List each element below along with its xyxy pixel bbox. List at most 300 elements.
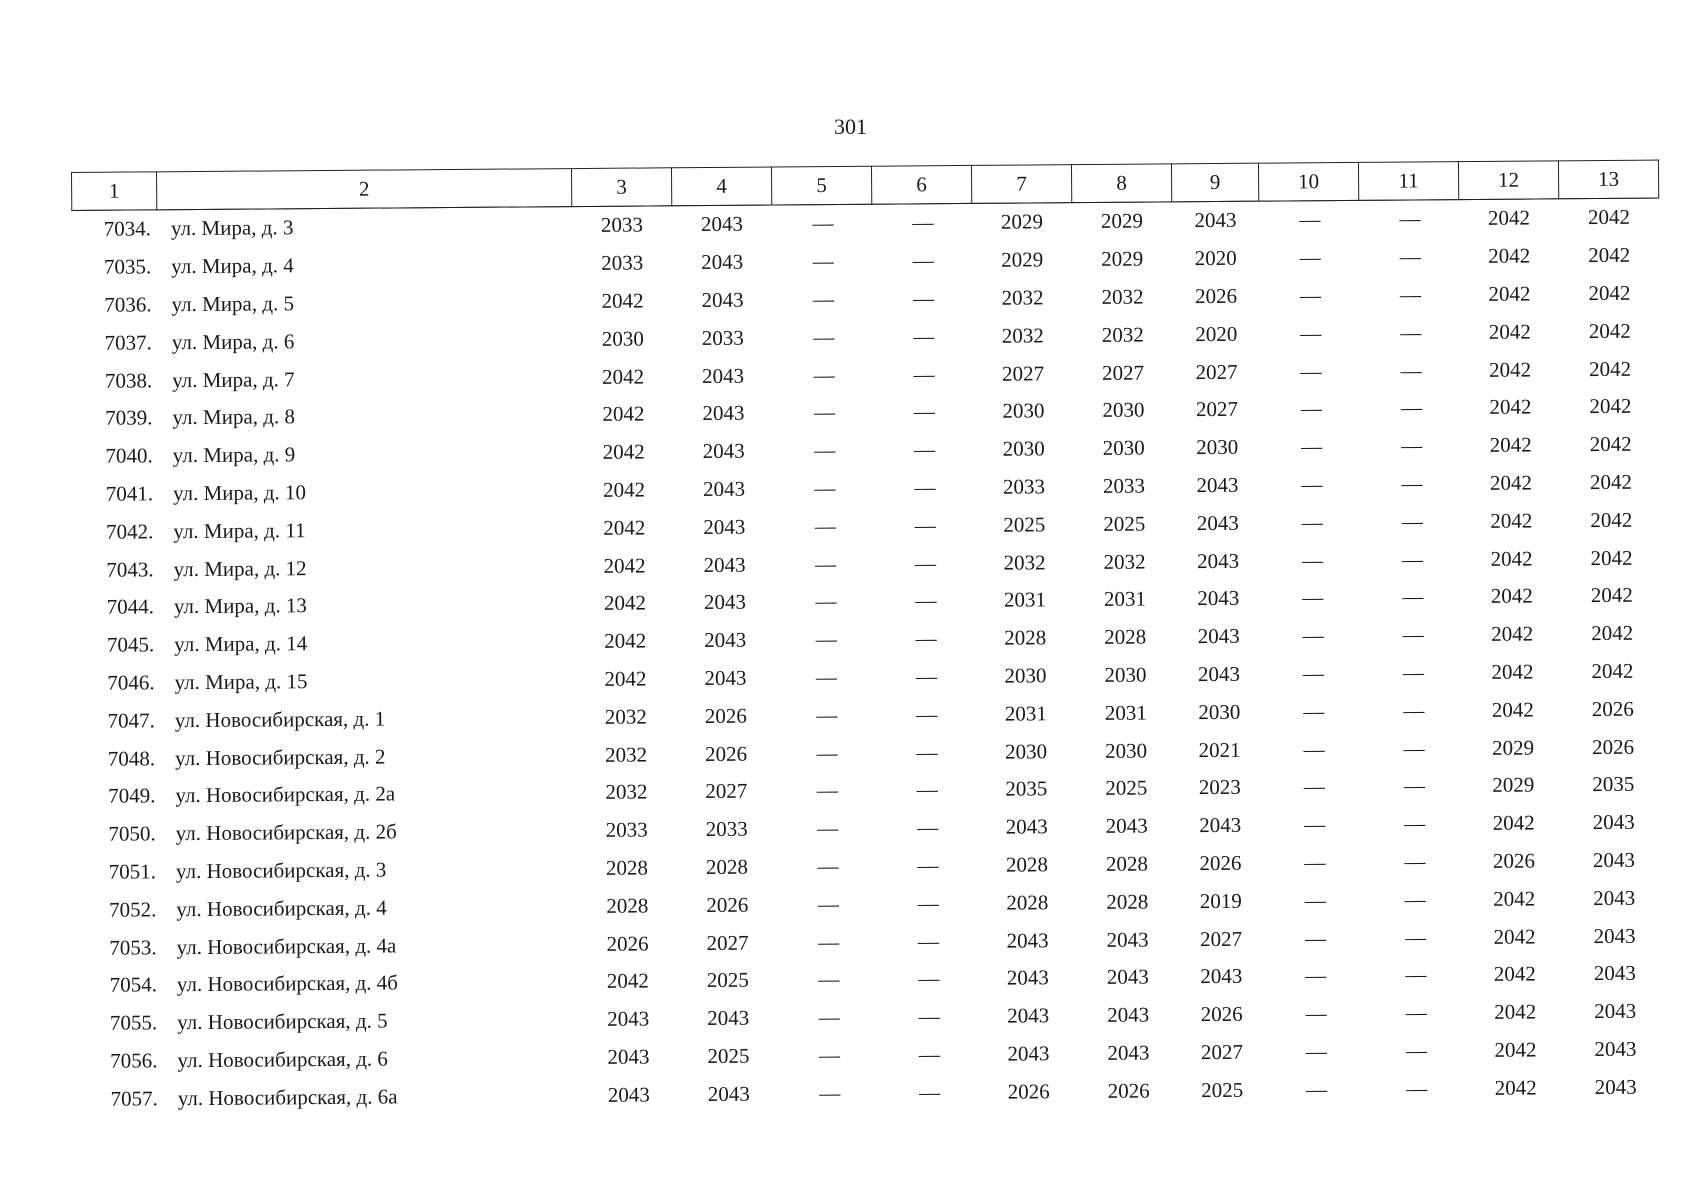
cell-col-10: —	[1300, 320, 1320, 346]
column-header-9: 9	[1171, 163, 1258, 202]
address-cell: ул. Мира, д. 6	[171, 329, 295, 354]
cell-col-12: 2042	[1488, 281, 1531, 306]
cell-col-8: 2030	[1102, 435, 1145, 461]
cell-col-11: —	[1405, 962, 1425, 987]
cell-col-11: —	[1402, 622, 1422, 647]
row-number: 7055.	[109, 1010, 158, 1035]
address-cell: ул. Новосибирская, д. 3	[175, 857, 387, 884]
address-cell: ул. Новосибирская, д. 2	[175, 744, 386, 770]
address-cell: ул. Мира, д. 10	[172, 480, 307, 506]
cell-col-10: —	[1304, 850, 1324, 875]
cell-col-5: —	[815, 551, 835, 576]
cell-col-7: 2032	[1001, 323, 1044, 348]
cell-col-11: —	[1399, 244, 1419, 269]
cell-col-9: 2027	[1195, 397, 1238, 422]
cell-col-10: —	[1302, 661, 1323, 686]
column-header-3: 3	[571, 168, 671, 207]
cell-col-9: 2043	[1194, 208, 1237, 233]
cell-col-7: 2033	[1002, 474, 1046, 499]
cell-col-9: 2020	[1195, 321, 1238, 346]
row-number: 7052.	[108, 897, 157, 922]
cell-col-11: —	[1402, 584, 1422, 609]
cell-col-11: —	[1402, 660, 1423, 685]
cell-col-7: 2035	[1005, 776, 1048, 802]
cell-col-13: 2043	[1594, 1036, 1637, 1061]
cell-col-7: 2030	[1002, 398, 1045, 424]
cell-col-5: —	[812, 249, 832, 274]
cell-col-8: 2043	[1107, 1002, 1150, 1028]
cell-col-6: —	[917, 890, 937, 916]
cell-col-7: 2030	[1004, 663, 1047, 688]
cell-col-4: 2025	[707, 1043, 750, 1068]
cell-col-8: 2043	[1106, 964, 1149, 990]
row-number: 7056.	[110, 1048, 158, 1073]
cell-col-9: 2025	[1201, 1077, 1244, 1102]
cell-col-10: —	[1306, 1076, 1326, 1102]
page-number: 301	[834, 114, 867, 139]
cell-col-9: 2023	[1198, 775, 1241, 800]
address-cell: ул. Мира, д. 9	[172, 442, 296, 468]
cell-col-9: 2027	[1200, 1039, 1244, 1065]
cell-col-12: 2042	[1489, 470, 1533, 495]
cell-col-4: 2043	[703, 552, 746, 577]
cell-col-3: 2042	[603, 515, 646, 540]
cell-col-10: —	[1301, 434, 1321, 459]
cell-col-11: —	[1400, 357, 1420, 383]
cell-col-4: 2043	[703, 590, 746, 615]
row-number: 7035.	[103, 254, 152, 279]
cell-col-12: 2042	[1492, 810, 1535, 835]
cell-col-5: —	[817, 816, 837, 841]
address-cell: ул. Мира, д. 5	[171, 291, 295, 317]
cell-col-4: 2043	[704, 627, 747, 653]
cell-col-12: 2042	[1490, 583, 1533, 609]
cell-col-13: 2043	[1592, 847, 1636, 873]
row-number: 7046.	[107, 670, 155, 695]
cell-col-3: 2042	[601, 288, 644, 313]
cell-col-4: 2027	[706, 930, 749, 955]
cell-col-13: 2042	[1590, 583, 1633, 608]
cell-col-9: 2026	[1200, 1001, 1243, 1027]
cell-col-11: —	[1404, 887, 1424, 912]
cell-col-7: 2029	[1000, 209, 1044, 235]
cell-col-9: 2043	[1196, 472, 1239, 498]
cell-col-6: —	[913, 324, 933, 349]
cell-col-4: 2043	[701, 249, 744, 275]
cell-col-10: —	[1303, 736, 1323, 761]
cell-col-9: 2027	[1199, 926, 1243, 951]
column-header-13: 13	[1558, 160, 1658, 199]
cell-col-8: 2032	[1103, 549, 1146, 574]
cell-col-5: —	[817, 853, 837, 879]
cell-col-9: 2021	[1198, 737, 1241, 762]
cell-col-11: —	[1400, 395, 1420, 420]
cell-col-3: 2032	[604, 704, 647, 729]
cell-col-6: —	[913, 361, 933, 386]
cell-col-4: 2043	[702, 438, 745, 464]
cell-col-3: 2042	[604, 628, 647, 653]
cell-col-10: —	[1300, 396, 1320, 421]
cell-col-12: 2042	[1491, 697, 1534, 722]
cell-col-4: 2043	[702, 363, 745, 388]
cell-col-8: 2031	[1104, 700, 1147, 725]
cell-col-8: 2030	[1102, 397, 1145, 423]
cell-col-11: —	[1403, 698, 1423, 723]
column-header-5: 5	[771, 166, 871, 205]
cell-col-10: —	[1301, 547, 1322, 572]
cell-col-7: 2028	[1004, 625, 1047, 650]
address-cell: ул. Новосибирская, д. 1	[174, 706, 386, 732]
cell-col-13: 2043	[1594, 998, 1637, 1024]
cell-col-13: 2026	[1591, 734, 1635, 759]
cell-col-9: 2027	[1195, 359, 1238, 384]
cell-col-9: 2043	[1197, 661, 1241, 687]
cell-col-5: —	[812, 211, 832, 236]
cell-col-9: 2043	[1199, 812, 1242, 838]
cell-col-3: 2028	[606, 893, 649, 918]
address-cell: ул. Мира, д. 12	[173, 555, 307, 581]
cell-col-12: 2042	[1491, 659, 1534, 684]
row-number: 7040.	[105, 443, 153, 468]
cell-col-5: —	[815, 664, 836, 690]
address-cell: ул. Новосибирская, д. 4	[176, 895, 387, 921]
cell-col-8: 2033	[1102, 473, 1146, 498]
data-table	[71, 160, 1666, 1119]
column-header-6: 6	[871, 165, 971, 204]
column-header-7: 7	[971, 165, 1071, 204]
row-number: 7043.	[106, 556, 154, 582]
address-cell: ул. Мира, д. 14	[174, 631, 308, 657]
cell-col-8: 2025	[1105, 775, 1148, 801]
cell-col-7: 2043	[1005, 814, 1048, 839]
cell-col-7: 2029	[1001, 247, 1044, 272]
cell-col-9: 2043	[1196, 548, 1240, 573]
cell-col-4: 2026	[706, 892, 749, 917]
cell-col-3: 2033	[600, 212, 644, 238]
cell-col-4: 2026	[704, 703, 747, 728]
cell-col-5: —	[815, 627, 835, 652]
cell-col-6: —	[914, 475, 934, 500]
cell-col-6: —	[915, 664, 936, 689]
cell-col-11: —	[1405, 1038, 1426, 1063]
cell-col-7: 2032	[1001, 285, 1044, 310]
cell-col-7: 2031	[1003, 587, 1046, 613]
cell-col-7: 2026	[1007, 1079, 1050, 1104]
cell-col-3: 2032	[604, 742, 648, 767]
cell-col-6: —	[916, 701, 936, 727]
cell-col-6: —	[917, 815, 937, 840]
cell-col-8: 2030	[1104, 662, 1147, 687]
row-number: 7050.	[108, 821, 156, 846]
cell-col-9: 2019	[1199, 888, 1242, 913]
cell-col-5: —	[812, 287, 833, 312]
cell-col-5: —	[818, 1042, 839, 1068]
cell-col-4: 2043	[702, 401, 745, 426]
cell-col-11: —	[1401, 471, 1421, 496]
cell-col-5: —	[816, 740, 836, 765]
cell-col-10: —	[1304, 812, 1324, 837]
cell-col-9: 2030	[1198, 699, 1241, 724]
cell-col-12: 2042	[1488, 319, 1531, 344]
cell-col-10: —	[1300, 358, 1320, 383]
cell-col-13: 2043	[1593, 923, 1636, 948]
cell-col-5: —	[818, 967, 838, 992]
cell-col-3: 2042	[602, 439, 645, 465]
cell-col-8: 2043	[1106, 927, 1149, 952]
cell-col-4: 2043	[701, 287, 744, 313]
cell-col-3: 2033	[601, 250, 644, 276]
cell-col-13: 2042	[1589, 469, 1633, 495]
cell-col-11: —	[1401, 433, 1421, 458]
column-header-4: 4	[671, 167, 771, 206]
cell-col-8: 2025	[1103, 511, 1146, 536]
cell-col-6: —	[918, 966, 938, 991]
cell-col-13: 2043	[1592, 809, 1635, 835]
cell-col-3: 2042	[606, 968, 649, 994]
cell-col-8: 2030	[1104, 738, 1148, 763]
cell-col-7: 2030	[1002, 436, 1045, 461]
cell-col-12: 2042	[1490, 546, 1533, 571]
row-number: 7038.	[104, 367, 153, 393]
cell-col-6: —	[912, 210, 932, 235]
cell-col-12: 2042	[1491, 621, 1534, 647]
row-number: 7041.	[105, 481, 154, 506]
cell-col-11: —	[1401, 509, 1421, 534]
address-cell: ул. Мира, д. 8	[172, 404, 296, 430]
row-number: 7034.	[103, 216, 152, 242]
row-number: 7054.	[109, 972, 157, 998]
cell-col-7: 2027	[1002, 360, 1045, 386]
cell-col-11: —	[1399, 282, 1420, 307]
address-cell: ул. Новосибирская, д. 2б	[175, 819, 397, 846]
cell-col-11: —	[1403, 735, 1423, 761]
cell-col-12: 2042	[1489, 357, 1532, 382]
cell-col-4: 2043	[703, 514, 746, 539]
cell-col-12: 2042	[1494, 1075, 1537, 1100]
cell-col-7: 2028	[1005, 852, 1049, 877]
cell-col-10: —	[1299, 207, 1319, 232]
cell-col-4: 2025	[706, 968, 749, 993]
cell-col-10: —	[1301, 472, 1321, 497]
cell-col-10: —	[1302, 623, 1322, 648]
cell-col-13: 2042	[1588, 280, 1631, 306]
cell-col-11: —	[1400, 320, 1420, 345]
cell-col-3: 2043	[607, 1006, 650, 1031]
cell-col-7: 2032	[1003, 549, 1046, 575]
cell-col-8: 2026	[1107, 1078, 1150, 1103]
cell-col-3: 2042	[602, 477, 646, 502]
cell-col-9: 2043	[1200, 964, 1243, 989]
cell-col-6: —	[916, 739, 936, 764]
cell-col-3: 2043	[607, 1044, 650, 1069]
cell-col-8: 2043	[1107, 1040, 1150, 1065]
cell-col-13: 2026	[1591, 696, 1634, 721]
row-number: 7048.	[107, 745, 156, 771]
cell-col-9: 2030	[1196, 435, 1239, 460]
row-number: 7057.	[110, 1086, 158, 1111]
cell-col-13: 2042	[1588, 356, 1632, 381]
cell-col-5: —	[815, 589, 835, 614]
cell-col-12: 2042	[1494, 999, 1537, 1024]
column-header-2: 2	[157, 169, 572, 210]
address-cell: ул. Новосибирская, д. 4б	[176, 970, 399, 997]
cell-col-10: —	[1303, 774, 1323, 799]
cell-col-8: 2029	[1100, 208, 1144, 234]
cell-col-6: —	[918, 1042, 939, 1067]
cell-col-3: 2042	[604, 666, 647, 691]
address-cell: ул. Мира, д. 7	[172, 366, 295, 392]
cell-col-4: 2043	[702, 476, 746, 502]
cell-col-4: 2043	[700, 212, 744, 237]
cell-col-11: —	[1406, 1076, 1426, 1101]
cell-col-10: —	[1304, 925, 1325, 950]
cell-col-3: 2042	[603, 590, 646, 616]
cell-col-6: —	[914, 513, 934, 538]
row-number: 7042.	[105, 519, 154, 544]
column-header-8: 8	[1071, 164, 1171, 203]
cell-col-13: 2043	[1594, 1074, 1637, 1099]
cell-col-13: 2043	[1593, 885, 1636, 910]
cell-col-7: 2043	[1007, 1041, 1050, 1066]
cell-col-9: 2026	[1194, 283, 1238, 309]
cell-col-12: 2042	[1490, 508, 1533, 533]
cell-col-5: —	[814, 513, 834, 538]
cell-col-3: 2043	[607, 1082, 650, 1107]
address-cell: ул. Мира, д. 11	[173, 517, 306, 543]
cell-col-5: —	[817, 891, 837, 916]
address-cell: ул. Мира, д. 4	[171, 253, 294, 279]
cell-col-7: 2028	[1006, 890, 1049, 915]
cell-col-8: 2027	[1102, 360, 1145, 385]
cell-col-12: 2029	[1491, 735, 1535, 760]
cell-col-6: —	[913, 399, 934, 424]
cell-col-6: —	[915, 588, 935, 613]
cell-col-8: 2028	[1105, 851, 1149, 876]
cell-col-3: 2042	[602, 364, 645, 389]
address-cell: ул. Новосибирская, д. 5	[177, 1008, 388, 1035]
cell-col-10: —	[1304, 887, 1324, 913]
cell-col-11: —	[1403, 773, 1423, 798]
cell-col-4: 2033	[701, 325, 744, 350]
cell-col-13: 2042	[1589, 394, 1632, 419]
cell-col-5: —	[817, 929, 838, 954]
cell-col-5: —	[813, 400, 834, 425]
row-number: 7037.	[104, 330, 152, 355]
cell-col-5: —	[816, 702, 836, 727]
cell-col-10: —	[1299, 245, 1319, 270]
cell-col-10: —	[1301, 509, 1321, 535]
row-number: 7049.	[108, 783, 156, 809]
row-number: 7051.	[108, 859, 157, 884]
cell-col-3: 2030	[601, 326, 644, 351]
cell-col-3: 2033	[605, 817, 648, 842]
cell-col-6: —	[919, 1079, 939, 1105]
cell-col-6: —	[912, 286, 933, 311]
cell-col-4: 2026	[704, 741, 748, 766]
cell-col-13: 2042	[1591, 658, 1634, 684]
cell-col-10: —	[1303, 698, 1323, 724]
cell-col-9: 2043	[1196, 510, 1239, 535]
cell-col-4: 2028	[705, 854, 749, 879]
cell-col-6: —	[914, 437, 934, 462]
row-number: 7044.	[106, 594, 155, 620]
cell-col-13: 2035	[1592, 772, 1635, 797]
cell-col-13: 2043	[1593, 961, 1636, 986]
cell-col-5: —	[814, 438, 834, 463]
cell-col-9: 2020	[1194, 246, 1237, 271]
column-header-11: 11	[1358, 162, 1458, 201]
address-cell: ул. Мира, д. 3	[170, 215, 294, 241]
cell-col-11: —	[1404, 811, 1424, 836]
column-header-1: 1	[72, 172, 157, 211]
cell-col-8: 2028	[1106, 889, 1149, 914]
cell-col-6: —	[915, 626, 935, 651]
cell-col-4: 2033	[705, 816, 748, 842]
address-cell: ул. Новосибирская, д. 4а	[176, 933, 397, 959]
cell-col-5: —	[816, 778, 836, 803]
cell-col-13: 2042	[1588, 318, 1631, 343]
row-number: 7047.	[107, 708, 155, 733]
cell-col-8: 2032	[1101, 322, 1144, 347]
cell-col-3: 2042	[603, 553, 646, 578]
cell-col-8: 2032	[1101, 284, 1144, 309]
cell-col-10: —	[1305, 1001, 1325, 1026]
cell-col-3: 2042	[602, 401, 645, 427]
cell-col-4: 2043	[704, 665, 747, 690]
cell-col-12: 2042	[1489, 432, 1532, 458]
cell-col-8: 2029	[1101, 246, 1144, 272]
cell-col-12: 2042	[1489, 394, 1532, 420]
cell-col-6: —	[918, 1004, 938, 1029]
cell-col-10: —	[1305, 1039, 1326, 1064]
cell-col-12: 2042	[1493, 886, 1536, 911]
cell-col-12: 2042	[1493, 961, 1536, 987]
row-number: 7036.	[104, 292, 152, 317]
cell-col-13: 2042	[1591, 620, 1634, 646]
cell-col-5: —	[818, 1005, 838, 1030]
cell-col-11: —	[1405, 1000, 1425, 1025]
cell-col-4: 2027	[705, 779, 748, 804]
cell-col-7: 2043	[1006, 965, 1049, 991]
cell-col-12: 2029	[1492, 772, 1535, 798]
address-cell: ул. Новосибирская, д. 2а	[175, 781, 396, 808]
cell-col-13: 2042	[1590, 545, 1633, 570]
cell-col-10: —	[1305, 963, 1325, 988]
cell-col-12: 2042	[1493, 924, 1536, 949]
cell-col-7: 2043	[1007, 1003, 1050, 1028]
address-cell: ул. Новосибирская, д. 6а	[177, 1084, 398, 1110]
cell-col-5: —	[813, 324, 833, 349]
cell-col-13: 2042	[1590, 507, 1633, 532]
row-number: 7039.	[105, 405, 153, 431]
cell-col-13: 2042	[1589, 431, 1632, 457]
cell-col-4: 2043	[707, 1081, 750, 1106]
cell-col-3: 2032	[605, 779, 648, 805]
cell-col-6: —	[917, 928, 938, 953]
cell-col-3: 2026	[606, 931, 649, 956]
cell-col-9: 2043	[1197, 586, 1240, 611]
cell-col-8: 2028	[1104, 624, 1147, 650]
cell-col-7: 2043	[1006, 927, 1049, 953]
cell-col-4: 2043	[707, 1005, 750, 1031]
cell-col-10: —	[1302, 585, 1322, 610]
address-cell: ул. Новосибирская, д. 6	[177, 1046, 388, 1073]
row-number: 7053.	[109, 934, 157, 960]
cell-col-3: 2028	[605, 855, 649, 880]
cell-col-7: 2031	[1004, 701, 1047, 726]
column-header-12: 12	[1458, 161, 1558, 200]
cell-col-12: 2042	[1487, 205, 1530, 231]
